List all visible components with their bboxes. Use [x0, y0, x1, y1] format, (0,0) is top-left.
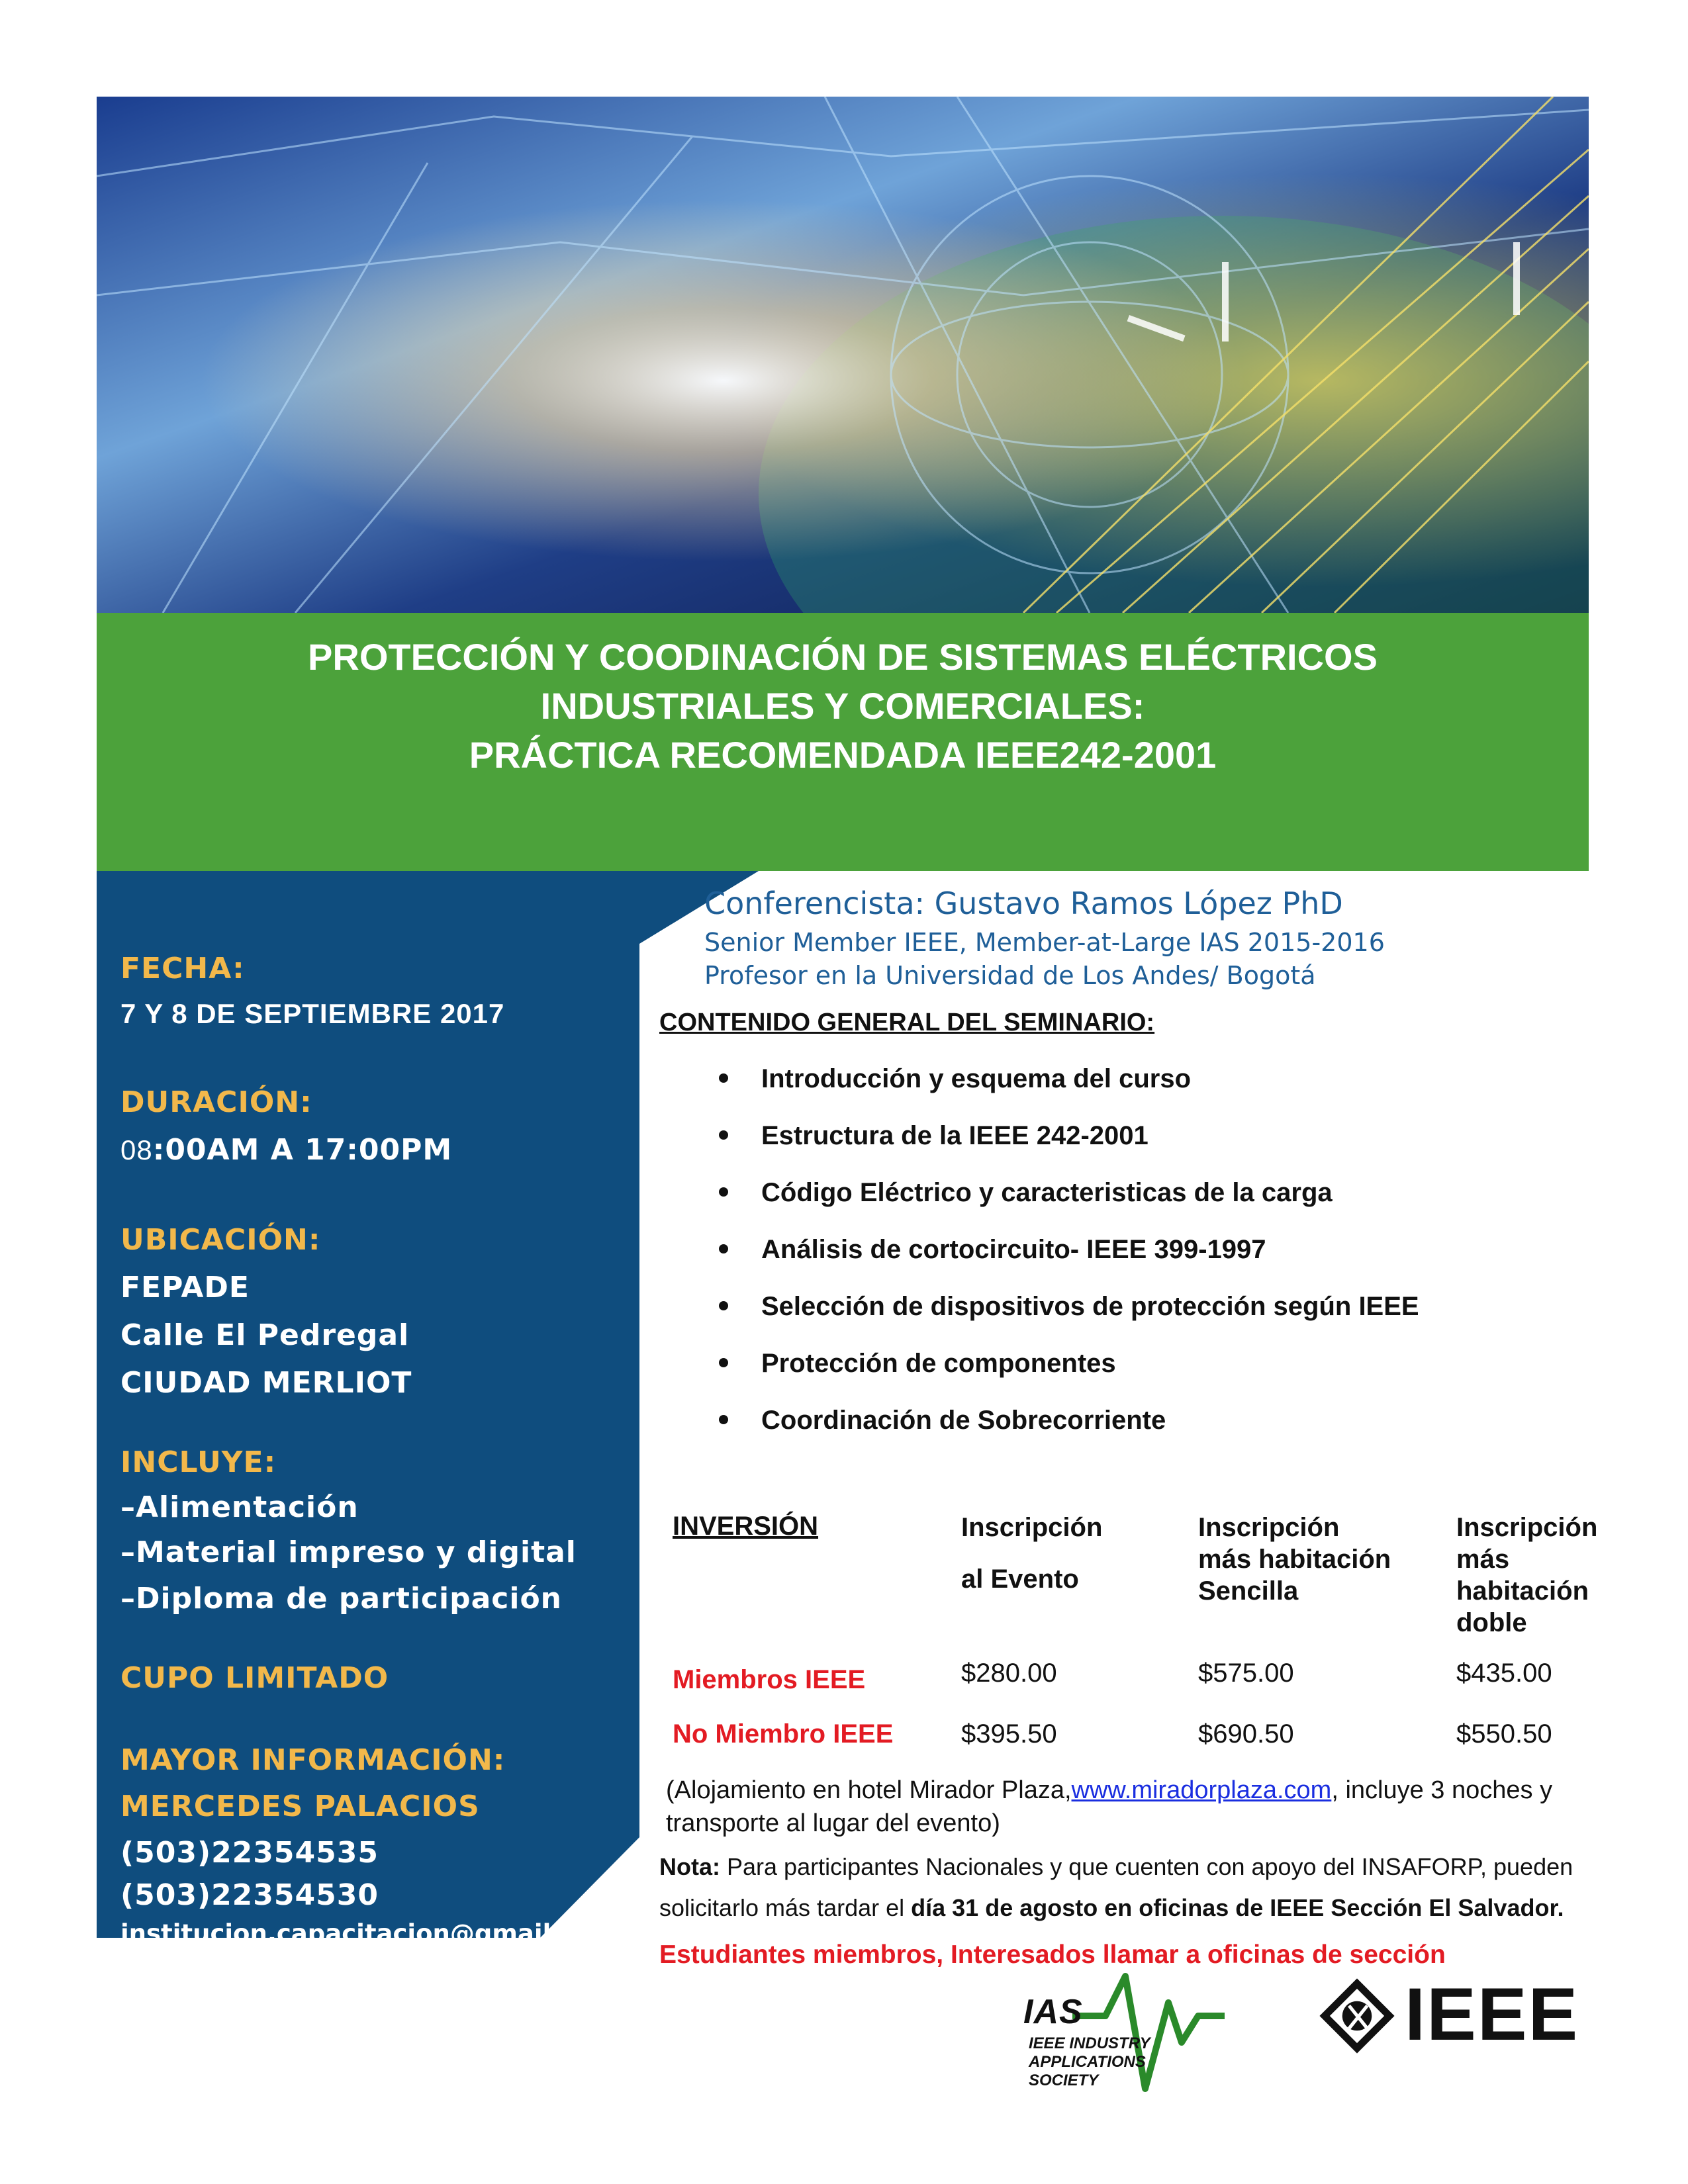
email-link[interactable]: sec.elsalvador@ieee.org — [120, 1951, 457, 1979]
ias-text: IEEE INDUSTRY APPLICATIONS SOCIETY — [1029, 2034, 1150, 2089]
fecha-label: FECHA: — [120, 952, 245, 985]
speaker-role: Profesor en la Universidad de Los Andes/ Bogotá — [704, 961, 1316, 990]
price-cell: $435.00 — [1456, 1659, 1552, 1688]
title-line-2: INDUSTRIALES Y COMERCIALES: — [540, 685, 1145, 727]
ubicacion-label: UBICACIÓN: — [120, 1223, 321, 1257]
website-link[interactable]: www.ieee.org.sv — [120, 1983, 350, 2011]
incluye-item: –Diploma de participación — [120, 1582, 562, 1615]
ubicacion-line: FEPADE — [120, 1271, 250, 1304]
incluye-label: INCLUYE: — [120, 1445, 277, 1479]
ieee-logo — [1317, 1970, 1595, 2062]
email-link[interactable]: institucion.capacitacion@gmail.com — [120, 1919, 618, 1948]
bullet-icon — [719, 1130, 728, 1140]
price-cell: $395.50 — [961, 1719, 1057, 1749]
row-label: Miembros IEEE — [673, 1665, 866, 1694]
column-header: Inscripción más habitación doble — [1456, 1513, 1598, 1637]
phone: (503)22354530 — [120, 1878, 379, 1912]
bullet-icon — [719, 1415, 728, 1424]
bullet-icon — [719, 1187, 728, 1197]
phone: (503)22354535 — [120, 1836, 379, 1870]
price-cell: $690.50 — [1198, 1719, 1294, 1749]
duracion-time: :00AM A 17:00PM — [152, 1133, 453, 1167]
bullet-icon — [719, 1301, 728, 1310]
students-note: Estudiantes miembros, Interesados llamar a oficinas de sección — [659, 1940, 1446, 1969]
ubicacion-line: CIUDAD MERLIOT — [120, 1366, 412, 1400]
column-header: Inscripción al Evento — [961, 1513, 1103, 1594]
title-line-1: PROTECCIÓN Y COODINACIÓN DE SISTEMAS ELÉCTRICOS — [308, 636, 1378, 678]
hero-image — [97, 97, 1589, 613]
fecha-value: 7 Y 8 DE SEPTIEMBRE 2017 — [120, 998, 505, 1029]
nota-line: solicitarlo más tardar el día 31 de agosto en oficinas de IEEE Sección El Salvador. — [659, 1894, 1564, 1921]
price-cell: $550.50 — [1456, 1719, 1552, 1749]
row-label: No Miembro IEEE — [673, 1719, 894, 1749]
ias-mark: IAS — [1023, 1993, 1083, 2031]
cupo-limitado: CUPO LIMITADO — [120, 1661, 389, 1695]
info-contact: MERCEDES PALACIOS — [120, 1790, 480, 1823]
title-band — [97, 613, 1589, 871]
info-label: MAYOR INFORMACIÓN: — [120, 1743, 506, 1777]
contenido-title: CONTENIDO GENERAL DEL SEMINARIO: — [659, 1009, 1155, 1036]
ias-logo — [1000, 1963, 1291, 2109]
column-header: Inscripción más habitación Sencilla — [1198, 1513, 1391, 1606]
duracion-label: DURACIÓN: — [120, 1085, 312, 1119]
ubicacion-line: Calle El Pedregal — [120, 1318, 410, 1352]
duracion-prefix: 08 — [120, 1134, 153, 1165]
incluye-item: –Alimentación — [120, 1490, 359, 1524]
duracion-value — [120, 1133, 452, 1167]
hero-graphic — [97, 97, 1589, 613]
incluye-item: –Material impreso y digital — [120, 1535, 577, 1569]
speaker-name: Conferencista: Gustavo Ramos López PhD — [704, 886, 1343, 921]
hotel-link[interactable]: www.miradorplaza.com — [1071, 1776, 1332, 1804]
bullet-icon — [719, 1358, 728, 1367]
title-line-3: PRÁCTICA RECOMENDADA IEEE242-2001 — [469, 734, 1217, 776]
bullet-icon — [719, 1073, 728, 1083]
ieee-diamond-icon — [1317, 1976, 1397, 2056]
price-cell: $575.00 — [1198, 1659, 1294, 1688]
price-cell: $280.00 — [961, 1659, 1057, 1688]
lodging-note: (Alojamiento en hotel Mirador Plaza,www.miradorplaza.com, incluye 3 noches y — [666, 1776, 1553, 1804]
bullet-icon — [719, 1244, 728, 1253]
speaker-role: Senior Member IEEE, Member-at-Large IAS 2015-2016 — [704, 928, 1385, 957]
lodging-note-cont: transporte al lugar del evento) — [666, 1809, 1000, 1837]
nota-line: Nota: Para participantes Nacionales y que cuenten con apoyo del INSAFORP, pueden — [659, 1853, 1573, 1880]
pricing-header: INVERSIÓN — [673, 1512, 819, 1541]
ieee-mark: IEEE — [1405, 1973, 1579, 2056]
